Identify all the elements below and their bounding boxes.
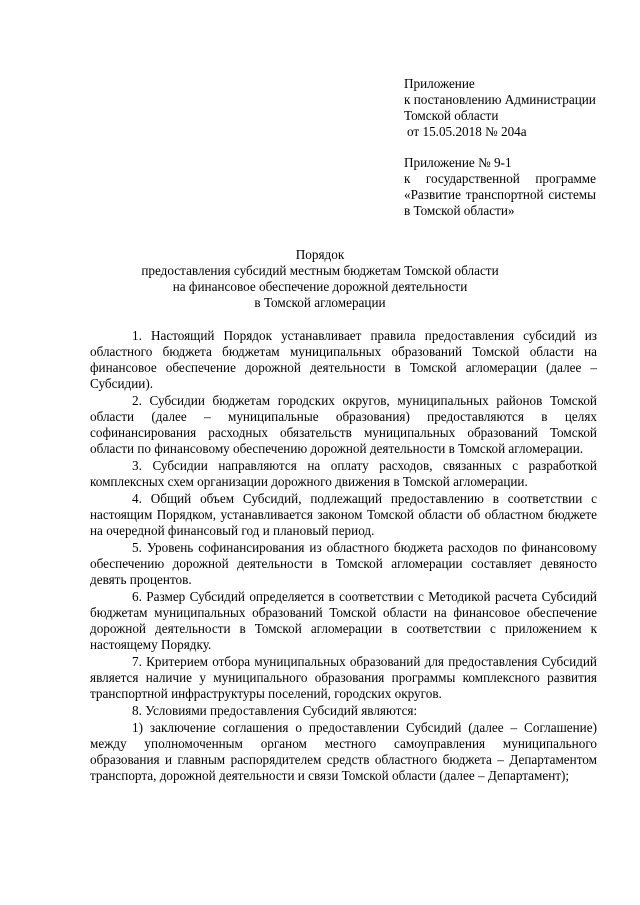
title-line-3: на финансовое обеспечение дорожной деятельности (172, 279, 468, 294)
title-line-1: Порядок (295, 247, 345, 262)
appendix-main-block (404, 76, 596, 140)
appendix-program-line-3: «Развитие транспортной системы (404, 187, 596, 202)
paragraph-4: 4. Общий объем Субсидий, подлежащий предоставлению в соответствии с настоящим Порядком, устанавливается законом Томской области об областном бюджете на очередной финансовый год и плановый период. (90, 491, 597, 538)
appendix-main-line-3: Томской области (404, 108, 499, 123)
appendix-program-line-1: Приложение № 9-1 (404, 155, 512, 170)
appendix-program-line-2: к государственной программе (404, 171, 596, 186)
title-line-2: предоставления субсидий местным бюджетам Томской области (141, 263, 499, 278)
document-body (90, 328, 597, 785)
title-line-4: в Томской агломерации (254, 295, 386, 310)
paragraph-2: 2. Субсидии бюджетам городских округов, муниципальных районов Томской области (далее – муниципальные образования) предоставляются в целях софинансирования расходных обязательств муниципальных образований Томской области по финансовому обеспечению дорожной деятельности в Томской агломерации. (90, 393, 597, 456)
paragraph-1: 1. Настоящий Порядок устанавливает правила предоставления субсидий из областного бюджета бюджетам муниципальных образований Томской области на финансовое обеспечение дорожной деятельности в Томской агломерации (далее – Субсидии). (90, 328, 597, 391)
appendix-main-line-2: к постановлению Администрации (404, 92, 596, 107)
appendix-main-date: от 15.05.2018 № 204а (407, 124, 527, 139)
paragraph-3: 3. Субсидии направляются на оплату расходов, связанных с разработкой комплексных схем организации дорожного движения в Томской агломерации. (90, 458, 597, 489)
paragraph-8: 8. Условиями предоставления Субсидий являются: (132, 703, 418, 718)
paragraph-5: 5. Уровень софинансирования из областного бюджета расходов по финансовому обеспечению дорожной деятельности в Томской агломерации составляет девяносто девять процентов. (90, 540, 597, 587)
appendix-main-line-1: Приложение (404, 76, 475, 91)
document-title (90, 247, 550, 311)
paragraph-7: 7. Критерием отбора муниципальных образований для предоставления Субсидий является наличие у муниципального образования программы комплексного развития транспортной инфраструктуры поселений, городских округов. (90, 654, 597, 701)
paragraph-8-item-1: 1) заключение соглашения о предоставлении Субсидий (далее – Соглашение) между уполномоченным органом местного самоуправления муниципального образования и главным распорядителем средств областного бюджета – Департаментом транспорта, дорожной деятельности и связи Томской области (далее – Департамент); (90, 720, 597, 783)
appendix-program-block (404, 155, 596, 219)
paragraph-6: 6. Размер Субсидий определяется в соответствии с Методикой расчета Субсидий бюджетам муниципальных образований Томской области на финансовое обеспечение дорожной деятельности в Томской агломерации в соответствии с приложением к настоящему Порядку. (90, 589, 597, 652)
appendix-program-line-4: в Томской области» (404, 203, 515, 218)
